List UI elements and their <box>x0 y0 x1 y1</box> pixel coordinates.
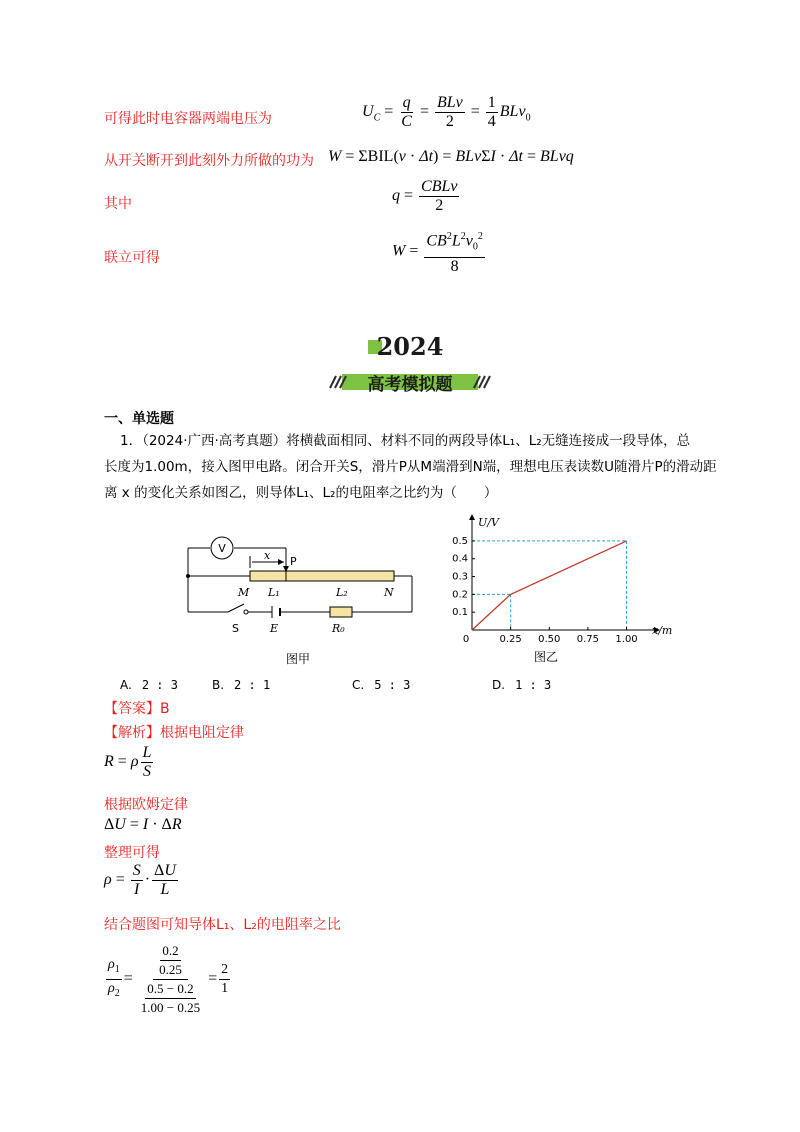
circuit-diagram <box>180 528 420 648</box>
resistor-r0 <box>330 607 352 617</box>
option-c-letter: C. <box>352 678 365 692</box>
series-line-0 <box>472 541 627 630</box>
x-label: x <box>264 549 271 562</box>
formula-q: q = $\frac{\text{CBLv}}{2}$ <box>392 178 458 214</box>
question-line-2: 长度为1.00m，接入图甲电路。闭合开关S，滑片P从M端滑到N端，理想电压表读数U随滑片P的滑动距 <box>104 459 717 475</box>
n-label: N <box>384 586 394 599</box>
option-a-letter: A. <box>120 678 132 692</box>
question-line-1: 1．（2024·广西·高考真题）将横截面相同、材料不同的两段导体L₁、L₂无缝连接成一段导体，总 <box>120 433 691 449</box>
junction-dot <box>186 574 190 578</box>
switch-blade <box>228 604 244 612</box>
fig2-caption: 图乙 <box>534 650 559 664</box>
line2-label: 从开关断开到此刻外力所做的功为 <box>104 153 314 169</box>
formula-uc: $U_C$ = $\frac{q}{C}$ = $\frac{\text{BLv}}{2}$ = $\frac{1}{4}$ BLv$_0$ <box>362 94 531 130</box>
answer-label: 【答案】B <box>104 701 170 717</box>
option-b-value: 2 : 1 <box>234 678 271 692</box>
option-d-letter: D. <box>492 678 506 692</box>
conductor-l1 <box>250 571 286 581</box>
x-arrowhead-icon <box>278 559 284 565</box>
banner <box>330 330 490 396</box>
e-label: E <box>270 622 279 635</box>
option-d-value: 1 : 3 <box>515 678 552 692</box>
section-title: 一、单选题 <box>104 411 174 427</box>
formula-ratio: $\frac{\rho_1}{\rho_2}$ = $\frac{\frac{0.2}{0.25}}{\frac{0.5 - 0.2}{1.00 - 0.25}}$ = $\frac{2}{1}$ <box>108 943 229 1015</box>
step4-label: 结合题图可知导体L₁、L₂的电阻率之比 <box>104 917 341 933</box>
y-tick-label-1: 0.2 <box>452 589 468 601</box>
origin-label: 0 <box>462 634 470 645</box>
x-tick-label-3: 1.00 <box>615 634 638 645</box>
y-tick-label-2: 0.3 <box>452 571 468 583</box>
u-x-chart <box>444 514 673 645</box>
m-label: M <box>238 586 250 599</box>
option-d[interactable] <box>492 678 551 692</box>
option-a-value: 2 : 3 <box>141 678 178 692</box>
fig1-caption: 图甲 <box>286 652 311 666</box>
y-tick-label-0: 0.1 <box>452 607 468 619</box>
option-c[interactable] <box>352 678 410 692</box>
conductor-l2 <box>286 571 394 581</box>
line1-label: 可得此时电容器两端电压为 <box>104 111 272 127</box>
l2-label: L₂ <box>336 586 348 599</box>
line3-label: 其中 <box>104 196 132 212</box>
formula-rho: ρ = $\frac{S}{I}$ · $\frac{\Delta U}{L}$ <box>104 862 176 898</box>
formula-w-final: W = $\frac{CB^2L^2v_0^2}{8}$ <box>392 228 487 276</box>
step3-label: 整理可得 <box>104 845 160 861</box>
x-tick-label-2: 0.75 <box>576 634 600 645</box>
formula-work: W = ΣBIL(v · Δt) = BLvΣI · Δt = BLvq <box>328 148 574 165</box>
option-b[interactable] <box>212 678 270 692</box>
l1-label: L₁ <box>268 586 280 599</box>
line4-label: 联立可得 <box>104 250 160 266</box>
x-axis-label: x/m <box>652 624 673 637</box>
p-label: P <box>290 555 297 568</box>
circuit-figure <box>180 528 420 666</box>
switch-contact-icon <box>244 610 248 614</box>
analysis-label: 【解析】根据电阻定律 <box>104 725 244 741</box>
formula-resistance-law: R = ρ $\frac{L}{S}$ <box>104 744 152 780</box>
step2-label: 根据欧姆定律 <box>104 797 188 813</box>
voltmeter-label: V <box>218 542 226 555</box>
y-tick-label-4: 0.5 <box>452 535 468 547</box>
banner-year: 2024 <box>376 332 444 361</box>
banner-title: 高考模拟题 <box>367 375 453 395</box>
y-tick-label-3: 0.4 <box>452 553 468 565</box>
question-line-3: 离 x 的变化关系如图乙，则导体L₁、L₂的电阻率之比约为（ ） <box>104 485 498 501</box>
formula-ohm-law: ΔU = I · ΔR <box>104 816 182 833</box>
x-tick-label-0: 0.25 <box>499 634 522 645</box>
x-tick-label-1: 0.50 <box>538 634 561 645</box>
s-label: S <box>232 622 239 635</box>
chart-figure <box>444 514 673 664</box>
y-axis-arrow-icon <box>469 514 475 520</box>
option-a[interactable] <box>120 678 178 692</box>
option-c-value: 5 : 3 <box>374 678 411 692</box>
y-axis-label: U/V <box>478 516 499 529</box>
r0-label: R₀ <box>332 622 345 635</box>
option-b-letter: B. <box>212 678 225 692</box>
